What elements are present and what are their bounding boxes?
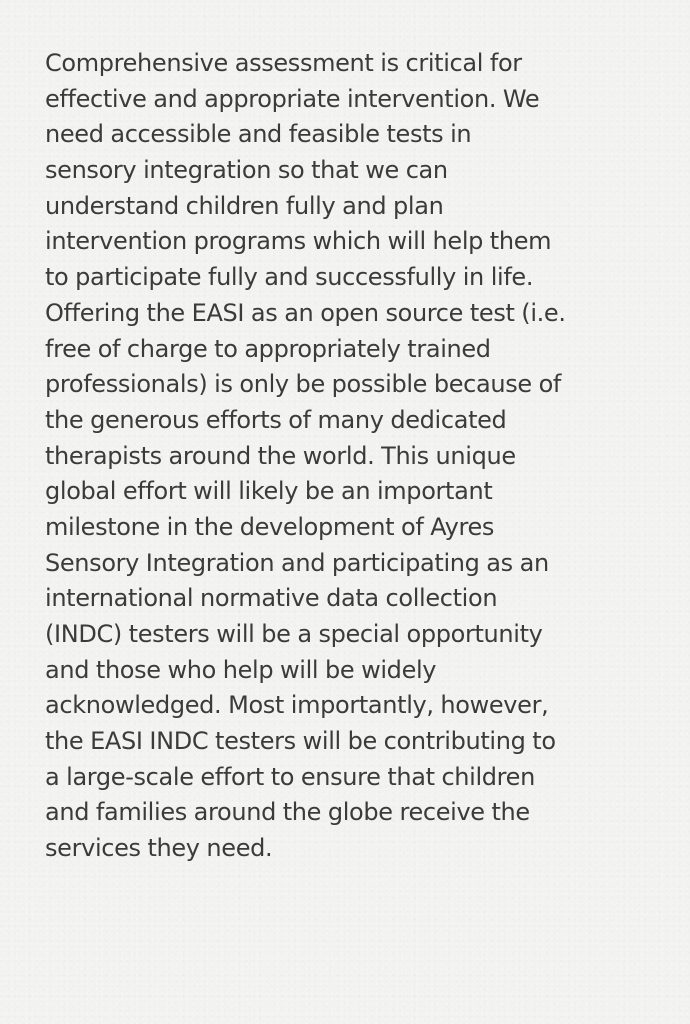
note-line: effective and appropriate intervention. We bbox=[45, 84, 540, 113]
note-line: and those who help will be widely bbox=[45, 655, 437, 684]
note-body-text bbox=[45, 46, 566, 867]
note-line: international normative data collection bbox=[45, 584, 498, 613]
note-line: Comprehensive assessment is critical for bbox=[45, 49, 522, 77]
note-line: understand children fully and plan bbox=[45, 191, 444, 220]
note-line: sensory integration so that we can bbox=[45, 156, 448, 185]
note-line: milestone in the development of Ayres bbox=[45, 512, 495, 541]
note-line: a large-scale effort to ensure that children bbox=[45, 762, 535, 791]
note-line: the EASI INDC testers will be contributing to bbox=[45, 727, 556, 756]
note-line: therapists around the world. This unique bbox=[45, 441, 516, 470]
note-line: global effort will likely be an important bbox=[45, 477, 493, 506]
note-line: intervention programs which will help them bbox=[45, 227, 552, 256]
note-line: Offering the EASI as an open source test (i.e. bbox=[45, 298, 566, 327]
note-line: need accessible and feasible tests in bbox=[45, 120, 472, 149]
note-line: acknowledged. Most importantly, however, bbox=[45, 691, 549, 720]
note-line: and families around the globe receive the bbox=[45, 798, 530, 827]
note-line: professionals) is only be possible because of bbox=[45, 370, 562, 399]
note-line: services they need. bbox=[45, 834, 273, 863]
note-line: the generous efforts of many dedicated bbox=[45, 405, 507, 434]
note-line: (INDC) testers will be a special opportunity bbox=[45, 620, 543, 648]
note-line: Sensory Integration and participating as an bbox=[45, 548, 549, 577]
note-line: to participate fully and successfully in life. bbox=[45, 263, 534, 292]
note-line: free of charge to appropriately trained bbox=[45, 334, 491, 363]
